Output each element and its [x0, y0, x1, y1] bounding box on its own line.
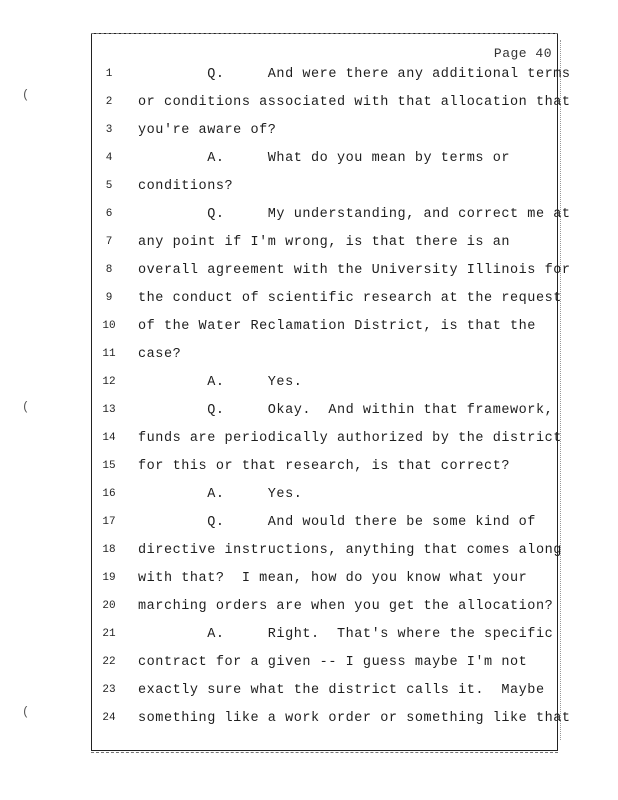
line-number: 19 [102, 572, 116, 584]
line-text: contract for a given -- I guess maybe I'm not [138, 655, 528, 670]
line-text: Q. My understanding, and correct me at [138, 207, 571, 222]
page-number-label: Page 40 [493, 46, 552, 61]
line-text: Q. Okay. And within that framework, [138, 403, 554, 418]
line-number: 15 [102, 460, 116, 472]
line-text: conditions? [138, 179, 234, 194]
line-number: 16 [102, 488, 116, 500]
line-text: case? [138, 347, 182, 362]
line-text: A. Yes. [138, 487, 303, 502]
margin-mark: ( [22, 705, 30, 719]
line-number: 4 [105, 152, 113, 164]
line-number: 2 [105, 96, 113, 108]
line-number: 17 [102, 516, 116, 528]
line-text: something like a work order or something like that [138, 711, 571, 726]
line-text: for this or that research, is that correct? [138, 459, 511, 474]
line-text: directive instructions, anything that comes along [138, 543, 562, 558]
line-number: 24 [102, 712, 116, 724]
line-text: the conduct of scientific research at the request [138, 291, 562, 306]
line-number: 11 [102, 348, 116, 360]
line-number: 13 [102, 404, 116, 416]
line-number: 8 [105, 264, 113, 276]
line-text: A. Right. That's where the specific [138, 627, 554, 642]
scan-edge-top [91, 33, 558, 35]
line-text: with that? I mean, how do you know what your [138, 571, 528, 586]
line-number: 10 [102, 320, 116, 332]
scan-edge-bottom [91, 752, 558, 754]
line-number: 14 [102, 432, 116, 444]
line-number: 12 [102, 376, 116, 388]
line-number: 3 [105, 124, 113, 136]
line-text: overall agreement with the University Illinois for [138, 263, 571, 278]
line-number: 7 [105, 236, 113, 248]
line-text: of the Water Reclamation District, is that the [138, 319, 536, 334]
line-number: 20 [102, 600, 116, 612]
line-text: Q. And would there be some kind of [138, 515, 536, 530]
line-text: exactly sure what the district calls it. Maybe [138, 683, 545, 698]
line-text: or conditions associated with that allocation that [138, 95, 571, 110]
line-number: 18 [102, 544, 116, 556]
line-number: 21 [102, 628, 116, 640]
line-text: funds are periodically authorized by the district [138, 431, 562, 446]
line-number: 5 [105, 180, 113, 192]
line-text: A. Yes. [138, 375, 303, 390]
line-number: 23 [102, 684, 116, 696]
line-text: A. What do you mean by terms or [138, 151, 511, 166]
margin-mark: ( [22, 400, 30, 414]
line-number: 1 [105, 68, 113, 80]
line-text: Q. And were there any additional terms [138, 67, 571, 82]
line-number: 9 [105, 292, 113, 304]
transcript-page [91, 33, 558, 751]
margin-mark: ( [22, 88, 30, 102]
scan-edge-right [560, 40, 562, 740]
line-text: marching orders are when you get the allocation? [138, 599, 554, 614]
line-text: any point if I'm wrong, is that there is an [138, 235, 511, 250]
line-number: 6 [105, 208, 113, 220]
line-number: 22 [102, 656, 116, 668]
line-text: you're aware of? [138, 123, 277, 138]
